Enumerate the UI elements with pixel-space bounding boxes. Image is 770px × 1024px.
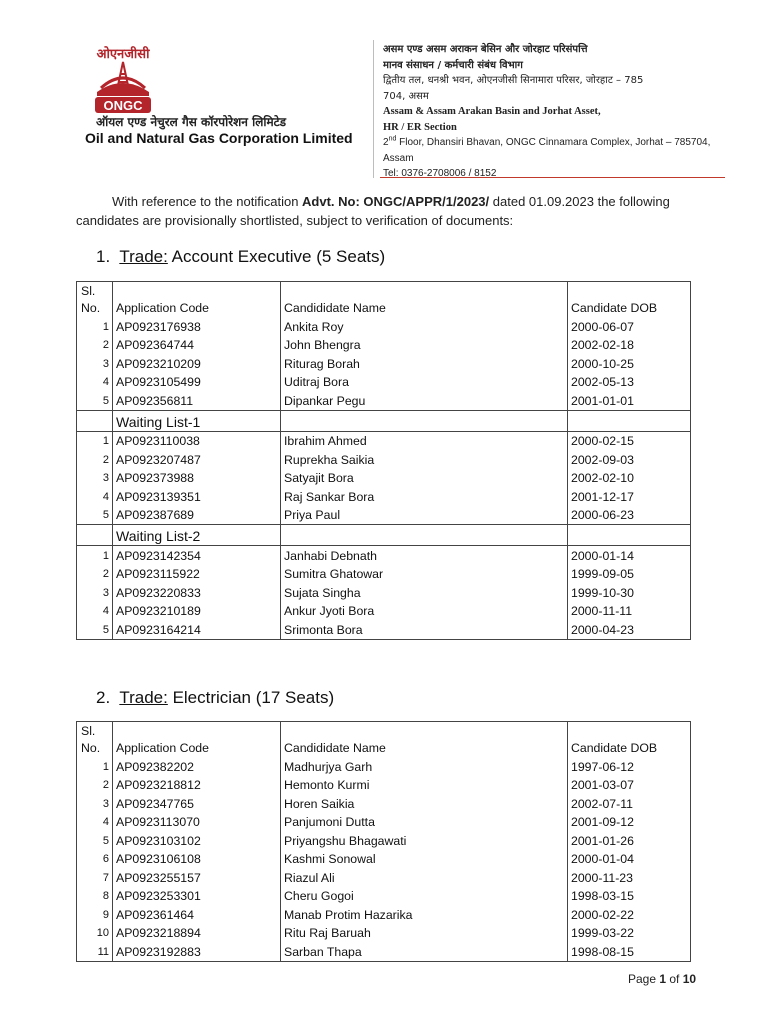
table-row [77,506,691,525]
ongc-logo-english-text: ONGC [103,98,143,113]
table-row [77,831,691,850]
sl-no-cell: 2 [77,450,113,469]
table-row [77,487,691,506]
table-row [77,924,691,943]
candidate-name-cell: Ankur Jyoti Bora [281,602,568,621]
application-code-cell: AP0923106108 [113,850,281,869]
candidate-name-cell: Panjumoni Dutta [281,813,568,832]
candidate-name-cell: Sumitra Ghatowar [281,565,568,584]
application-code-cell: AP0923113070 [113,813,281,832]
application-code-cell: AP092373988 [113,469,281,488]
waiting-list-blank [568,525,691,546]
advt-number: Advt. No: ONGC/APPR/1/2023/ [302,194,490,209]
candidate-dob-cell: 2000-01-04 [568,850,691,869]
candidate-name-cell: Horen Saikia [281,794,568,813]
candidate-name-cell: Ritu Raj Baruah [281,924,568,943]
application-code-cell: AP0923218894 [113,924,281,943]
candidate-name-cell: Ruprekha Saikia [281,450,568,469]
candidate-name-cell: Priya Paul [281,506,568,525]
candidate-dob-cell: 2000-06-23 [568,506,691,525]
header-candidate-dob: Candidate DOB [568,722,691,758]
candidate-dob-cell: 1998-03-15 [568,887,691,906]
header-sl-no: Sl. No. [77,282,113,318]
candidate-dob-cell: 1997-06-12 [568,757,691,776]
table-row [77,317,691,336]
waiting-list-blank [77,525,113,546]
waiting-list-row [77,525,691,546]
application-code-cell: AP092356811 [113,391,281,410]
waiting-list-blank [281,525,568,546]
table-header-row [77,282,691,318]
candidate-dob-cell: 2000-01-14 [568,546,691,565]
candidate-dob-cell: 2000-02-22 [568,905,691,924]
candidate-table-electrician [76,721,691,962]
candidate-dob-cell: 2001-03-07 [568,776,691,795]
candidate-name-cell: Hemonto Kurmi [281,776,568,795]
sl-no-cell: 4 [77,373,113,392]
table-row [77,565,691,584]
sl-no-cell: 10 [77,924,113,943]
table-row [77,546,691,565]
sl-no-cell: 4 [77,487,113,506]
candidate-name-cell: Srimonta Bora [281,620,568,639]
sl-no-cell: 5 [77,620,113,639]
candidate-dob-cell: 2002-07-11 [568,794,691,813]
address-english-line2: HR / ER Section [383,121,457,133]
sl-no-cell: 3 [77,354,113,373]
sl-no-cell: 2 [77,336,113,355]
table-row [77,583,691,602]
candidate-name-cell: Sujata Singha [281,583,568,602]
address-hindi-line3: द्वितीय तल, धनश्री भवन, ओएनजीसी सिनामारा परिसर, जोरहाट – 785 [383,75,644,86]
header-divider [373,40,374,178]
page-number: Page 1 of 10 [628,972,697,986]
header-rule [380,177,725,178]
application-code-cell: AP092387689 [113,506,281,525]
table-row [77,794,691,813]
table-row [77,757,691,776]
candidate-dob-cell: 2002-02-18 [568,336,691,355]
sl-no-cell: 5 [77,506,113,525]
waiting-list-blank [77,410,113,431]
sl-no-cell: 7 [77,868,113,887]
candidate-name-cell: Manab Protim Hazarika [281,905,568,924]
application-code-cell: AP0923142354 [113,546,281,565]
address-english-line4: Assam [383,152,414,164]
candidate-name-cell: Priyangshu Bhagawati [281,831,568,850]
table-row [77,373,691,392]
waiting-list-title: Waiting List-2 [113,525,281,546]
sl-no-cell: 2 [77,565,113,584]
candidate-dob-cell: 1999-10-30 [568,583,691,602]
candidate-name-cell: Riazul Ali [281,868,568,887]
candidate-dob-cell: 2002-05-13 [568,373,691,392]
table-row [77,354,691,373]
sl-no-cell: 5 [77,831,113,850]
candidate-name-cell: Madhurjya Garh [281,757,568,776]
application-code-cell: AP0923164214 [113,620,281,639]
candidate-name-cell: John Bhengra [281,336,568,355]
waiting-list-blank [568,410,691,431]
address-english-line1: Assam & Assam Arakan Basin and Jorhat Asset, [383,106,601,117]
address-hindi-line2: मानव संसाधन / कर्मचारी संबंध विभाग [383,59,523,71]
application-code-cell: AP0923115922 [113,565,281,584]
sl-no-cell: 1 [77,757,113,776]
header-application-code: Application Code [113,282,281,318]
table-header-row [77,722,691,758]
application-code-cell: AP0923207487 [113,450,281,469]
table-row [77,850,691,869]
section-title: 2. Trade: Electrician (17 Seats) [96,688,335,707]
candidate-dob-cell: 2000-11-23 [568,868,691,887]
table-row [77,813,691,832]
table-row [77,431,691,450]
candidate-dob-cell: 2000-10-25 [568,354,691,373]
application-code-cell: AP0923255157 [113,868,281,887]
address-hindi-line1: असम एण्ड असम अराकन बेसिन और जोरहाट परिसंपत्ति [383,44,588,55]
candidate-name-cell: Satyajit Bora [281,469,568,488]
candidate-name-cell: Uditraj Bora [281,373,568,392]
company-name-english: Oil and Natural Gas Corporation Limited [85,130,353,146]
ongc-logo [89,44,157,116]
sl-no-cell: 6 [77,850,113,869]
candidate-name-cell: Ibrahim Ahmed [281,431,568,450]
sl-no-cell: 9 [77,905,113,924]
sl-no-cell: 1 [77,431,113,450]
company-name-hindi: ऑयल एण्ड नेचुरल गैस कॉरपोरेशन लिमिटेड [96,115,287,129]
candidate-dob-cell: 2001-09-12 [568,813,691,832]
candidate-dob-cell: 2002-02-10 [568,469,691,488]
candidate-dob-cell: 1998-08-15 [568,942,691,961]
candidate-name-cell: Cheru Gogoi [281,887,568,906]
candidate-name-cell: Ankita Roy [281,317,568,336]
sl-no-cell: 4 [77,813,113,832]
header-candidate-name: Candididate Name [281,722,568,758]
address-english-line3: 2nd Floor, Dhansiri Bhavan, ONGC Cinnamara Complex, Jorhat – 785704, [383,135,711,148]
table-row [77,776,691,795]
candidate-name-cell: Kashmi Sonowal [281,850,568,869]
table-row [77,887,691,906]
application-code-cell: AP092347765 [113,794,281,813]
table-row [77,450,691,469]
application-code-cell: AP092361464 [113,905,281,924]
sl-no-cell: 4 [77,602,113,621]
section-title: 1. Trade: Account Executive (5 Seats) [96,247,386,266]
candidate-name-cell: Raj Sankar Bora [281,487,568,506]
table-row [77,336,691,355]
table-row [77,942,691,961]
table-row [77,602,691,621]
candidate-dob-cell: 2001-01-01 [568,391,691,410]
table-row [77,868,691,887]
candidate-dob-cell: 2001-01-26 [568,831,691,850]
sl-no-cell: 1 [77,317,113,336]
ongc-logo-hindi-text: ओएनजीसी [96,47,150,62]
application-code-cell: AP0923139351 [113,487,281,506]
sl-no-cell: 8 [77,887,113,906]
table-row [77,905,691,924]
application-code-cell: AP0923210189 [113,602,281,621]
table-row [77,469,691,488]
sl-no-cell: 5 [77,391,113,410]
table-row [77,391,691,410]
application-code-cell: AP0923103102 [113,831,281,850]
candidate-name-cell: Janhabi Debnath [281,546,568,565]
application-code-cell: AP0923210209 [113,354,281,373]
candidate-dob-cell: 2002-09-03 [568,450,691,469]
candidate-name-cell: Dipankar Pegu [281,391,568,410]
sl-no-cell: 11 [77,942,113,961]
application-code-cell: AP0923192883 [113,942,281,961]
header-application-code: Application Code [113,722,281,758]
candidate-table-account-executive [76,281,691,640]
candidate-dob-cell: 2001-12-17 [568,487,691,506]
address-telephone: Tel: 0376-2708006 / 8152 [383,168,497,179]
candidate-dob-cell: 1999-03-22 [568,924,691,943]
candidate-dob-cell: 2000-04-23 [568,620,691,639]
application-code-cell: AP0923220833 [113,583,281,602]
application-code-cell: AP0923110038 [113,431,281,450]
candidate-name-cell: Riturag Borah [281,354,568,373]
application-code-cell: AP0923105499 [113,373,281,392]
sl-no-cell: 3 [77,583,113,602]
table-row [77,620,691,639]
waiting-list-blank [281,410,568,431]
header-candidate-name: Candididate Name [281,282,568,318]
header-candidate-dob: Candidate DOB [568,282,691,318]
application-code-cell: AP0923218812 [113,776,281,795]
candidate-dob-cell: 2000-06-07 [568,317,691,336]
sl-no-cell: 3 [77,469,113,488]
application-code-cell: AP092364744 [113,336,281,355]
address-block [383,42,728,182]
sl-no-cell: 1 [77,546,113,565]
intro-paragraph: With reference to the notification Advt. No: ONGC/APPR/1/2023/ dated 01.09.2023 the following candidates are provisionally shortlisted, subject to verification of documents: [76,194,670,228]
candidate-name-cell: Sarban Thapa [281,942,568,961]
waiting-list-title: Waiting List-1 [113,410,281,431]
waiting-list-row [77,410,691,431]
header-sl-no: Sl. No. [77,722,113,758]
sl-no-cell: 2 [77,776,113,795]
candidate-dob-cell: 2000-11-11 [568,602,691,621]
candidate-dob-cell: 2000-02-15 [568,431,691,450]
application-code-cell: AP0923253301 [113,887,281,906]
address-hindi-line4: 704, असम [383,90,429,102]
application-code-cell: AP0923176938 [113,317,281,336]
application-code-cell: AP092382202 [113,757,281,776]
candidate-dob-cell: 1999-09-05 [568,565,691,584]
sl-no-cell: 3 [77,794,113,813]
